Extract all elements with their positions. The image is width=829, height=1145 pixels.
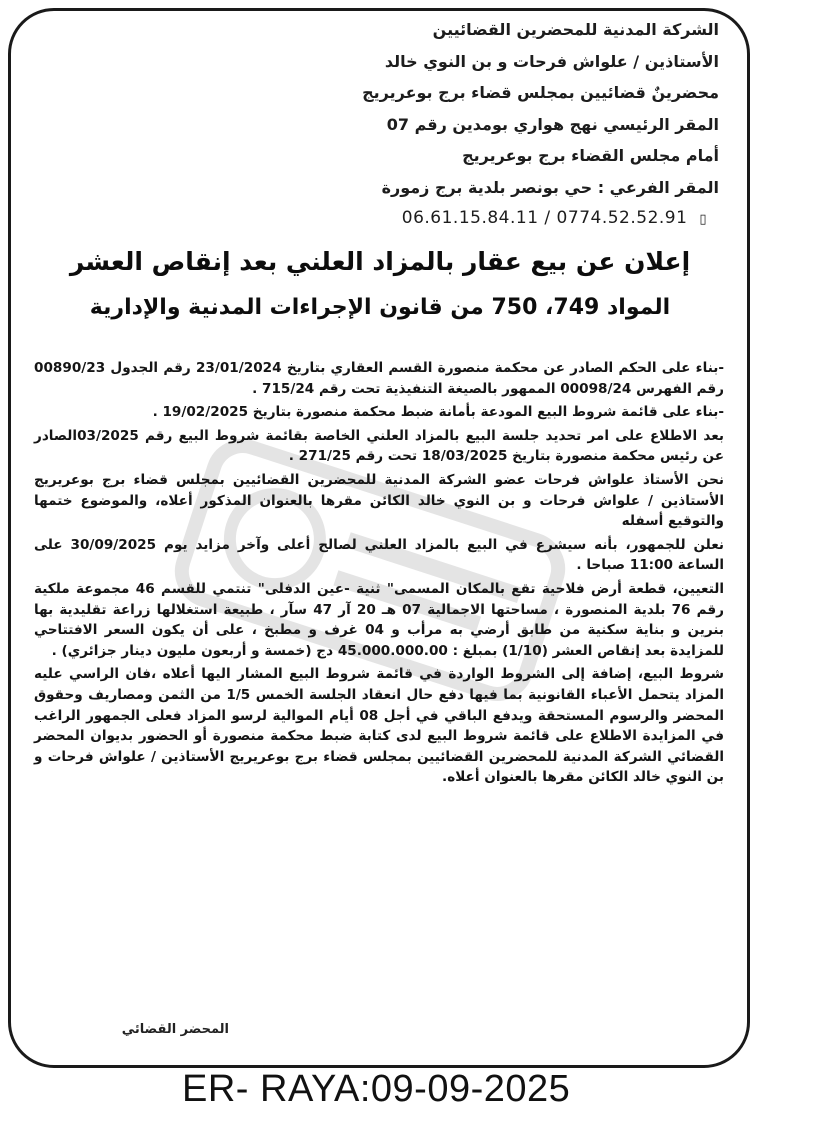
paragraph-judgment: -بناء على الحكم الصادر عن محكمة منصورة القسم العقاري بتاريخ 23/01/2024 رقم الجدول 00890/23 رقم الفهرس 00098/24 الممهور بالصيغة التنفيذية تحت رقم 715/24 . xyxy=(34,360,724,397)
office-location: أمام مجلس القضاء برج بوعريريج xyxy=(462,146,719,165)
paragraph-sale-conditions: شروط البيع، إضافة إلى الشروط الواردة في قائمة شروط البيع المشار اليها أعلاه ،فان الراسي عليه المزاد يتحمل الأعباء القانونية بما فيها دفع حال انعقاد الجلسة الخمس 1/5 من الثمن ومصاريف وحقوق المحضر والرسوم المستحقة ويدفع الباقي في أجل 08 أيام الموالية لرسو المزاد فعلى الجمهور الراغب في المزايدة الاطلاع على قائمة شروط البيع لدى كتابة ضبط محكمة منصورة أو الحضور بديوان المحضر القضائي الشركة المدنية للمحضرين القضائيين بمجلس قضاء برج بوعريريج الأستاذين / علواش فرحات و بن النوي خالد الكائن مقرها بالعنوان أعلاه. xyxy=(34,666,725,786)
notice-headline xyxy=(40,238,720,330)
notice-body xyxy=(34,358,724,791)
paragraph-session-order: بعد الاطلاع على امر تحديد جلسة البيع بالمزاد العلني الخاصة بقائمة شروط البيع رقم 03/2025الصادر عن رئيس محكمة منصورة بتاريخ 18/03/2025 تحت رقم 271/25 . xyxy=(34,427,724,465)
phone-numbers-text: 06.61.15.84.11 / 0774.52.52.91 xyxy=(401,208,688,228)
bailiffs-names: الأستاذين / علواش فرحات و بن النوي خالد xyxy=(384,51,719,71)
notice-subtitle: المواد 749، 750 من قانون الإجراءات المدنية والإدارية xyxy=(89,295,671,320)
publication-footer: ER- RAYA:09-09-2025 xyxy=(182,1068,571,1110)
phone-icon: ▯ xyxy=(699,212,707,227)
jurisdiction: محضرينٌ قضائيين بمجلس قضاء برج بوعريريج xyxy=(362,83,719,102)
office-header xyxy=(199,14,719,236)
main-office-address: المقر الرئيسي نهج هواري بومدين رقم 07 xyxy=(386,114,719,134)
branch-office-address: المقر الفرعي : حي بونصر بلدية برج زمورة xyxy=(381,177,719,197)
notice-title: إعلان عن بيع عقار بالمزاد العلني بعد إنقاص العشر xyxy=(69,247,691,276)
paragraph-property: التعيين، قطعة أرض فلاحية تقع بالمكان المسمى" ثنية -عين الدفلى" تنتمي للقسم 46 مجموعة ملكية رقم 76 بلدية المنصورة ، مساحتها الاجمالية 07 هـ 20 آر 47 سآر ، طبيعة استغلالها زراعة تقليدية بها بنرين و بناية سكنية من طابق أرضي به مرأب و 04 غرف و مطبخ ، على أن يكون السعر الافتتاحي للمزايدة بعد إنقاص العشر (1/10) بمبلغ : 45.000.000.00 دج (خمسة و أربعون مليون دينار جزائري) . xyxy=(34,580,725,659)
signature-label: المحضر القضائي xyxy=(121,1022,229,1037)
paragraph-conditions-list: -بناء على قائمة شروط البيع المودعة بأمانة ضبط محكمة منصورة بتاريخ 19/02/2025 . xyxy=(152,404,724,421)
paragraph-announcement: نعلن للجمهور، بأنه سيشرع في البيع بالمزاد العلني لصالح أعلى وآخر مزايد يوم 30/09/2025 على الساعة 11:00 صباحا . xyxy=(34,536,725,574)
office-name: الشركة المدنية للمحضرين القضائيين xyxy=(432,20,719,39)
paragraph-bailiff: نحن الأستاذ علواش فرحات عضو الشركة المدنية للمحضرين القضائيين بمجلس قضاء برج بوعريريج الأستاذين / علواش فرحات و بن النوي خالد الكائن مقرها بالعنوان المذكور أعلاه، والموضوع ختمها والتوقيع أسفله xyxy=(34,471,724,530)
phone-numbers xyxy=(199,203,719,236)
